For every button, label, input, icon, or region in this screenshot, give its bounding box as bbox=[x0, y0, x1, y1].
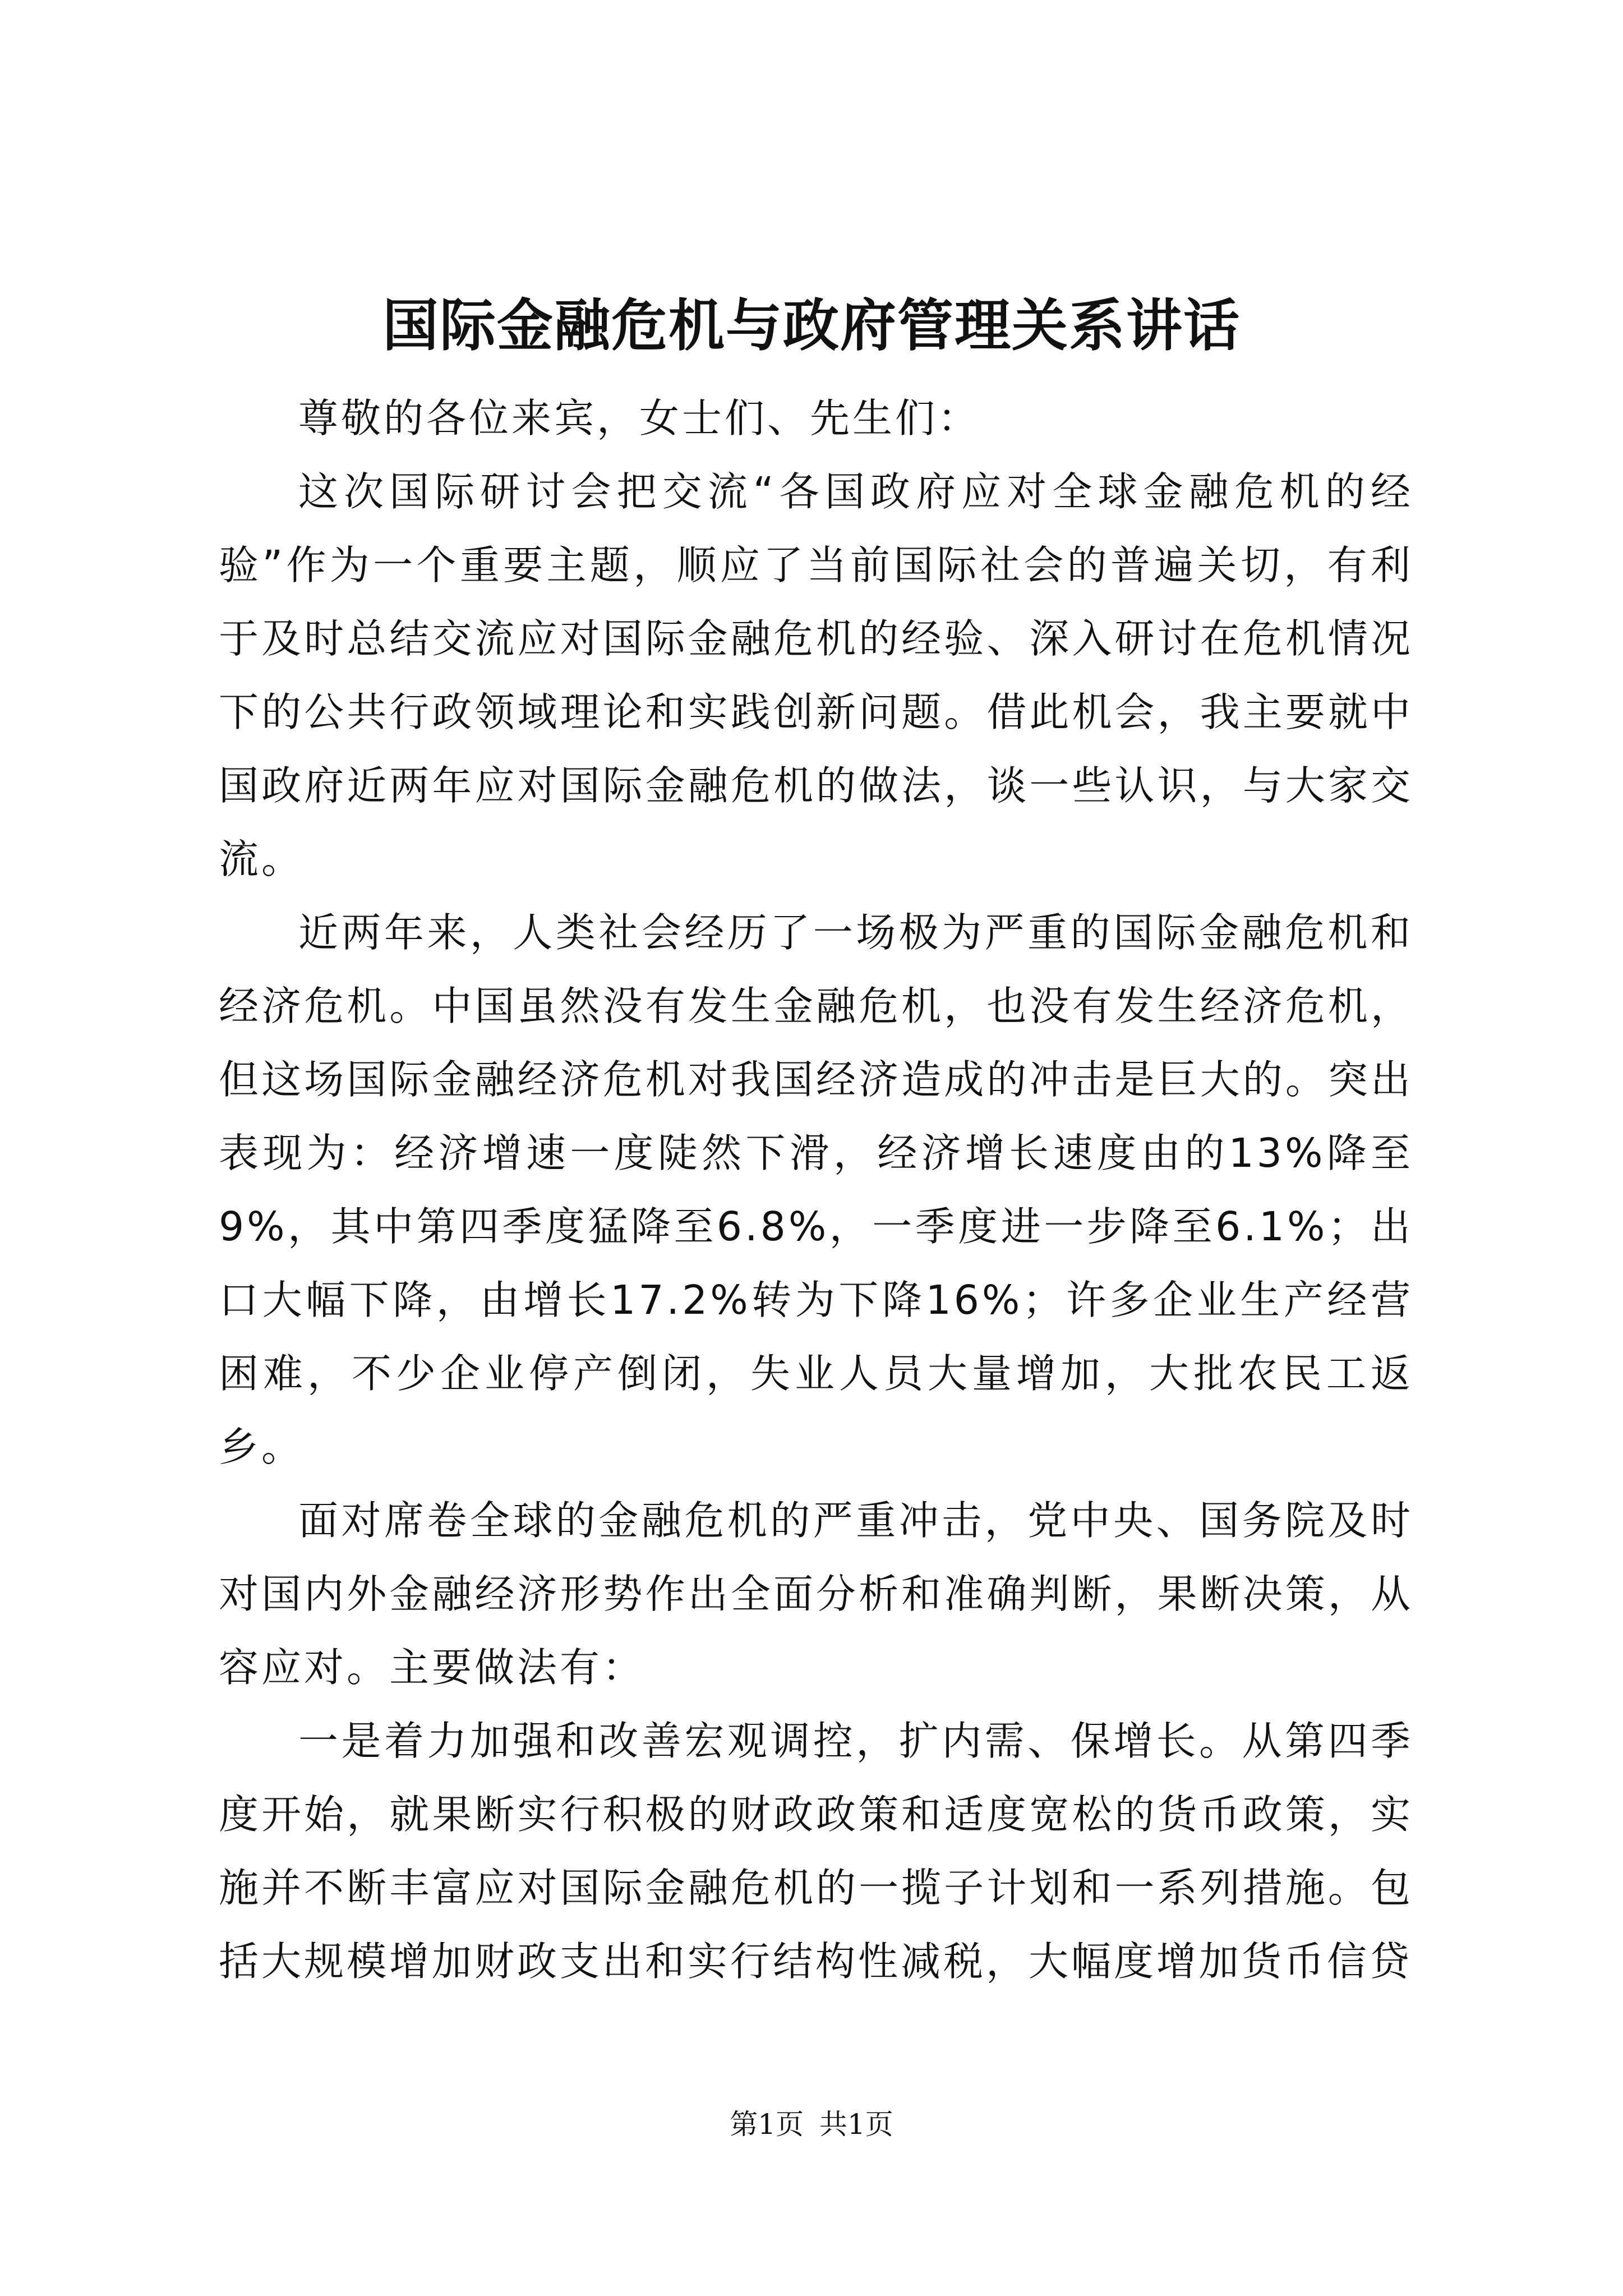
body-paragraph: 近两年来，人类社会经历了一场极为严重的国际金融危机和经济危机。中国虽然没有发生金融危机，也没有发生经济危机，但这场国际金融经济危机对我国经济造成的冲击是巨大的。突出表现为：经济增速一度陡然下滑，经济增长速度由的13%降至9%，其中第四季度猛降至6.8%，一季度进一步降至6.1%；出口大幅下降，由增长17.2%转为下降16%；许多企业生产经营困难，不少企业停产倒闭，失业人员大量增加，大批农民工返乡。 bbox=[219, 909, 1413, 1470]
document-body bbox=[219, 381, 1413, 1998]
body-paragraph: 这次国际研讨会把交流“各国政府应对全球金融危机的经验”作为一个重要主题，顺应了当前国际社会的普遍关切，有利于及时总结交流应对国际金融危机的经验、深入研讨在危机情况下的公共行政领域理论和实践创新问题。借此机会，我主要就中国政府近两年应对国际金融危机的做法，谈一些认识，与大家交流。 bbox=[219, 468, 1413, 882]
body-paragraph: 一是着力加强和改善宏观调控，扩内需、保增长。从第四季度开始，就果断实行积极的财政政策和适度宽松的货币政策，实施并不断丰富应对国际金融危机的一揽子计划和一系列措施。包括大规模增加财政支出和实行结构性减税，大幅度增加货币信贷 bbox=[219, 1718, 1413, 1985]
salutation-paragraph: 尊敬的各位来宾，女士们、先生们： bbox=[298, 395, 981, 441]
page-title: 国际金融危机与政府管理关系讲话 bbox=[382, 292, 1241, 358]
page-number-footer: 第1页 共1页 bbox=[730, 2108, 893, 2141]
body-paragraph: 面对席卷全球的金融危机的严重冲击，党中央、国务院及时对国内外金融经济形势作出全面分析和准确判断，果断决策，从容应对。主要做法有： bbox=[219, 1497, 1413, 1691]
